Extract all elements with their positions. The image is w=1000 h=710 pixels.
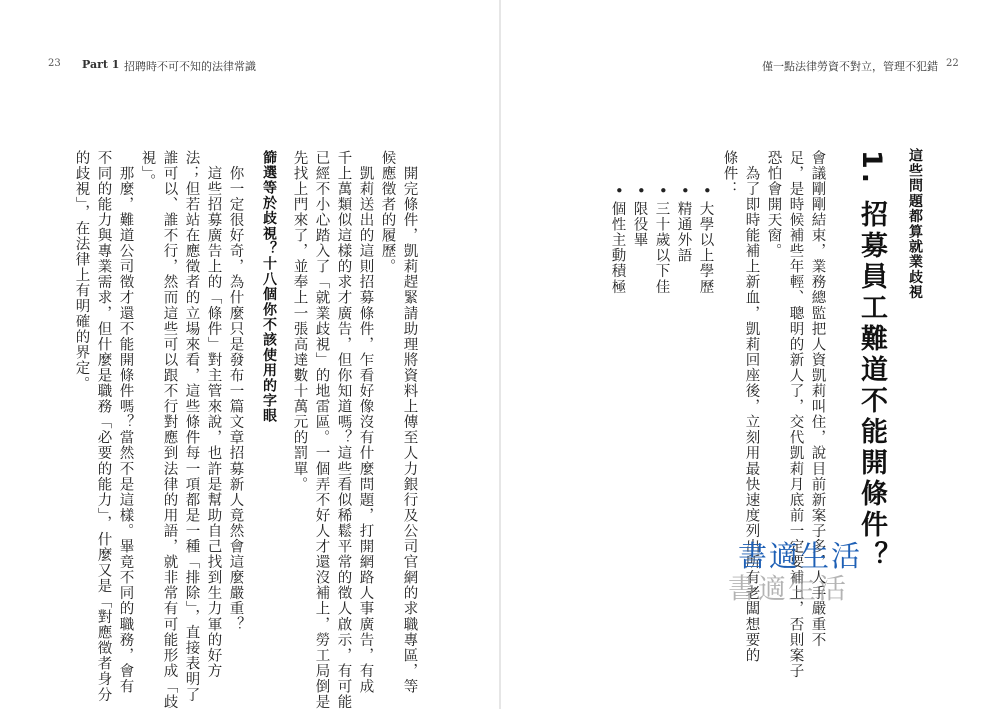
right-header-title: 僅一點法律勞資不對立，管理不犯錯 — [762, 60, 938, 73]
right-body-col-2: 足，是時候補些年輕、聰明的新人了，交代凱莉月底前一定要補上，否則案子 — [787, 150, 804, 679]
left-body-col-3: 凱莉送出的這則招募條件，乍看好像沒有什麼問題，打開網路人事廣告，有成 — [357, 150, 374, 695]
section-heading: 招募員工難道不能開條件？ — [856, 200, 887, 573]
bullet-item: • 限役畢 — [631, 186, 648, 248]
right-body-col-5: 條件： — [721, 150, 738, 197]
left-body-col-13: 不同的能力與專業需求，但什麼是職務「必要的能力」，什麼又是「對應徵者身分 — [95, 150, 112, 703]
left-body-col-1: 開完條件，凱莉趕緊請助理將資料上傳至人力銀行及公司官網的求職專區，等 — [401, 150, 418, 695]
left-header-part: Part 1 — [82, 58, 120, 71]
left-body-col-7: 你一定很好奇，為什麼只是發布一篇文章招募新人竟然會這麼嚴重？ — [227, 150, 244, 633]
section-number: 1. — [856, 150, 887, 188]
bullet-item: • 個性主動積極 — [609, 186, 626, 295]
watermark-blue: 書適生活 — [738, 539, 863, 573]
section-kicker: 這些問題都算就業歧視 — [907, 148, 923, 300]
left-header-title: 招聘時不可不知的法律常識 — [124, 60, 256, 73]
left-body-col-14: 的歧視」，在法律上有明確的界定。 — [73, 150, 90, 392]
left-body-col-5: 已經不小心踏入了「就業歧視」的地雷區。一個弄不好人才還沒補上，勞工局倒是 — [313, 150, 330, 710]
left-page-number: 23 — [48, 58, 61, 69]
section-title — [858, 150, 885, 572]
right-body-col-1: 會議剛剛結束，業務總監把人資凱莉叫住，說目前新案子多，人手嚴重不 — [809, 150, 826, 648]
left-body-col-4: 千上萬類似這樣的求才廣告，但你知道嗎？這些看似稀鬆平常的徵人啟示，有可能 — [335, 150, 352, 710]
left-body-col-9: 法；但若站在應徵者的立場來看，這些條件每一項都是一種「排除」，直接表明了 — [183, 150, 200, 703]
left-body-col-12: 那麼，難道公司徵才還不能開條件嗎？當然不是這樣。畢竟不同的職務，會有 — [117, 150, 134, 695]
bullet-item: • 大學以上學歷 — [697, 186, 714, 295]
left-body-col-2: 候應徵者的履歷。 — [379, 150, 396, 275]
watermark-gray: 書適生活 — [728, 572, 849, 605]
bullet-item: • 精通外語 — [675, 186, 692, 264]
right-body-col-4: 為了即時能補上新血，凱莉回座後，立刻用最快速度列出所有老闆想要的 — [743, 150, 760, 664]
left-body-col-8: 這些招募廣告上的「條件」對主管來說，也許是幫助自己找到生力軍的好方 — [205, 150, 222, 679]
bullet-item: • 三十歲以下佳 — [653, 186, 670, 295]
right-page-number: 22 — [946, 58, 959, 69]
subheading-discrimination: 篩選等於歧視？十八個你不該使用的字眼 — [261, 150, 277, 424]
right-body-col-3: 恐怕會開天窗。 — [765, 150, 782, 259]
left-body-col-10: 誰可以、誰不行，然而這些可以跟不行對應到法律的用語，就非常有可能形成「歧 — [161, 150, 178, 710]
left-body-col-11: 視」。 — [139, 150, 156, 190]
left-body-col-6: 先找上門來了，並奉上一張高達數十萬元的罰單。 — [291, 150, 308, 493]
